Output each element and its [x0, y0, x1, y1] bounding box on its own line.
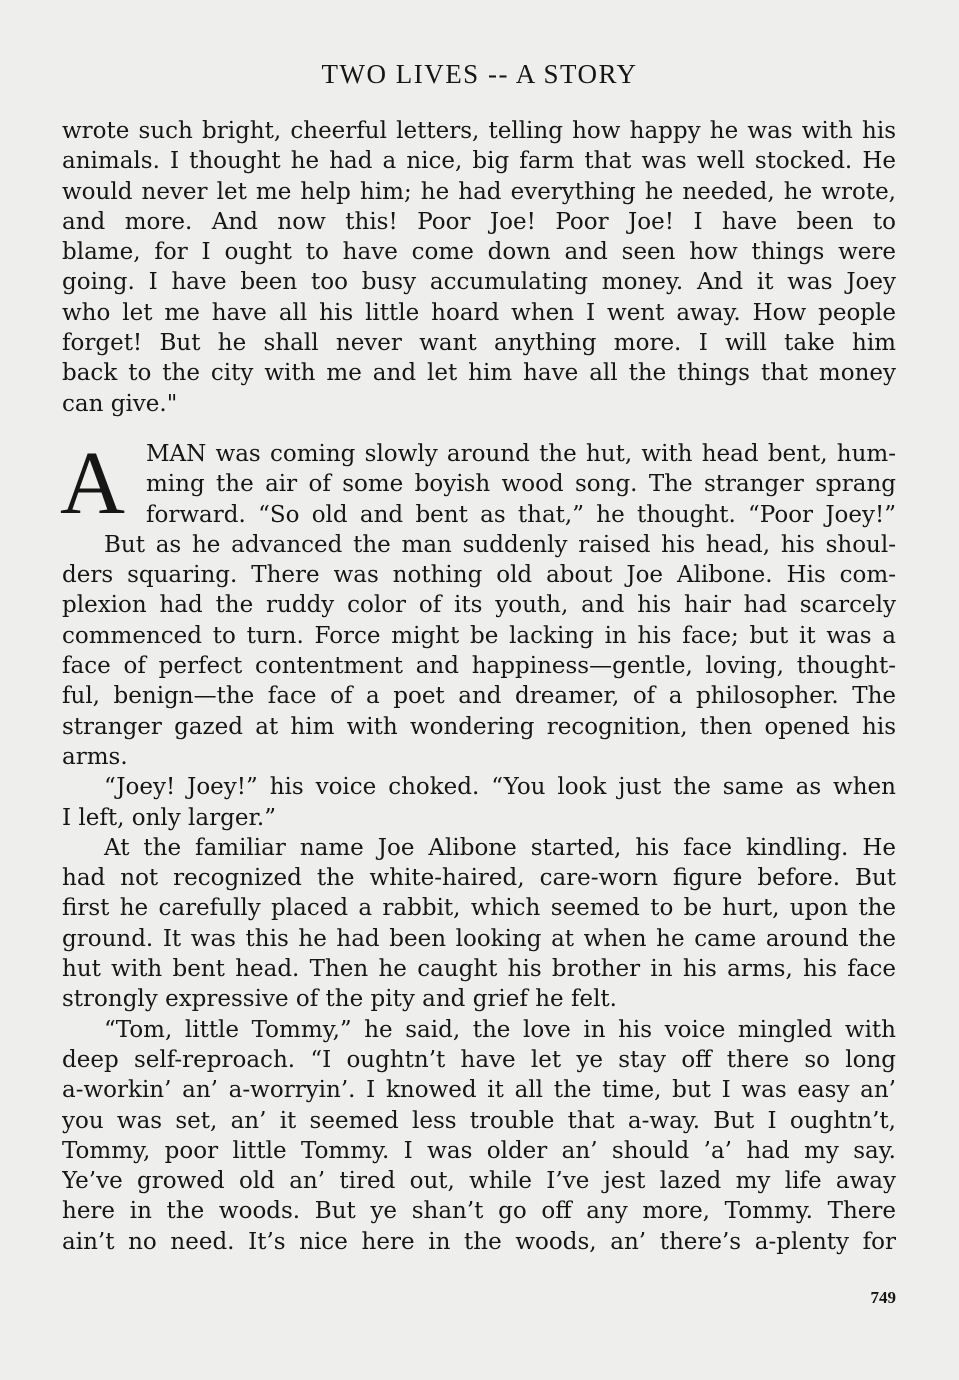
text-line: MAN was coming slowly around the hut, with head bent, hum- [146, 440, 896, 467]
text-line: animals. I thought he had a nice, big farm that was well stocked. He [62, 148, 896, 175]
text-line: going. I have been too busy accumulating money. And it was Joey [62, 269, 896, 296]
page-number: 749 [870, 1288, 896, 1307]
text-line: “Tom, little Tommy,” he said, the love in his voice mingled with [104, 1016, 896, 1043]
text-line: would never let me help him; he had everything he needed, he wrote, [62, 178, 896, 205]
text-line: At the familiar name Joe Alibone started, his face kindling. He [104, 834, 896, 861]
text-line: had not recognized the white-haired, care-worn figure before. But [62, 865, 896, 892]
text-line: a-workin’ an’ a-worryin’. I knowed it all the time, but I was easy an’ [62, 1077, 896, 1104]
text-line: ain’t no need. It’s nice here in the woods, an’ there’s a-plenty for [62, 1228, 896, 1255]
text-line: ming the air of some boyish wood song. The stranger sprang [146, 471, 896, 498]
text-line: forward. “So old and bent as that,” he thought. “Poor Joey!” [146, 501, 896, 528]
text-line: ders squaring. There was nothing old about Joe Alibone. His com- [62, 562, 896, 589]
text-line: strongly expressive of the pity and grief he felt. [62, 986, 617, 1013]
text-line: arms. [62, 743, 128, 770]
text-line: deep self-reproach. “I oughtn’t have let ye stay off there so long [62, 1046, 896, 1073]
text-line: can give." [62, 390, 178, 417]
text-line: wrote such bright, cheerful letters, telling how happy he was with his [62, 118, 896, 144]
text-column [62, 116, 896, 1257]
paragraph-4 [62, 772, 896, 833]
text-line: commenced to turn. Force might be lacking in his face; but it was a [62, 622, 896, 649]
text-line: back to the city with me and let him have all the things that money [62, 360, 896, 387]
text-line: here in the woods. But ye shan’t go off any more, Tommy. There [62, 1198, 896, 1225]
running-head: TWO LIVES -- A STORY [321, 59, 638, 89]
paragraph-1 [62, 116, 896, 419]
text-line: stranger gazed at him with wondering recognition, then opened his [62, 713, 896, 740]
text-line: I left, only larger.” [62, 804, 276, 831]
paragraph-3 [62, 530, 896, 772]
text-line: who let me have all his little hoard when I went away. How people [62, 299, 896, 326]
drop-cap: A [60, 433, 125, 533]
text-line: ful, benign—the face of a poet and dreamer, of a philosopher. The [62, 683, 896, 710]
text-line: face of perfect contentment and happiness—gentle, loving, thought- [62, 653, 896, 680]
text-line: hut with bent head. Then he caught his brother in his arms, his face [62, 956, 896, 983]
text-line: blame, for I ought to have come down and seen how things were [62, 239, 896, 266]
text-line: forget! But he shall never want anything more. I will take him [62, 330, 896, 357]
text-line: Tommy, poor little Tommy. I was older an’ should ’a’ had my say. [62, 1137, 896, 1164]
text-line: “Joey! Joey!” his voice choked. “You look just the same as when [104, 774, 896, 801]
text-line: Ye’ve growed old an’ tired out, while I’ve jest lazed my life away [62, 1168, 896, 1195]
text-line: and more. And now this! Poor Joe! Poor Joe! I have been to [62, 208, 896, 235]
paragraph-6 [62, 1015, 896, 1257]
text-line: first he carefully placed a rabbit, which seemed to be hurt, upon the [62, 895, 896, 922]
text-line: But as he advanced the man suddenly raised his head, his shoul- [104, 531, 896, 558]
text-line: you was set, an’ it seemed less trouble that a-way. But I oughtn’t, [62, 1107, 896, 1134]
text-line: plexion had the ruddy color of its youth, and his hair had scarcely [62, 592, 896, 619]
text-line: ground. It was this he had been looking at when he came around the [62, 925, 896, 952]
paragraph-2 [60, 433, 896, 533]
paragraph-5 [62, 833, 896, 1015]
